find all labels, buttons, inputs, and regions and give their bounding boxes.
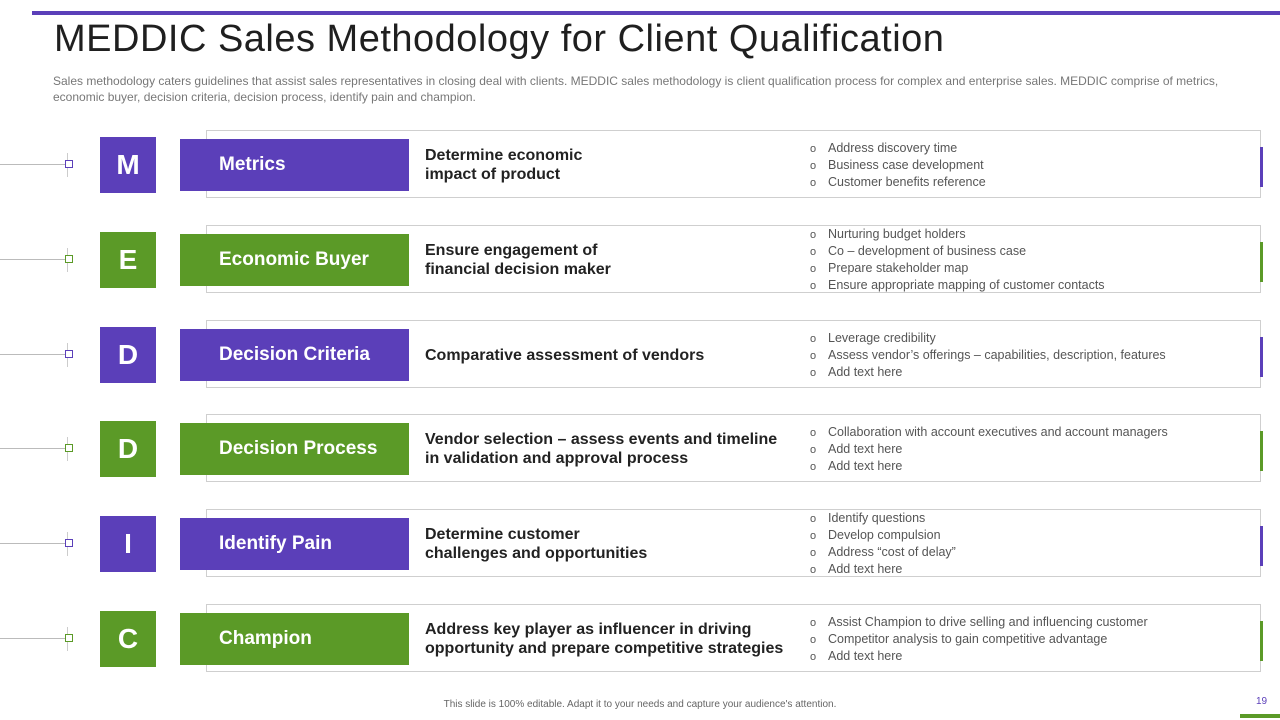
connector-line (0, 543, 66, 544)
stage-label: Metrics (180, 139, 409, 191)
bullet-item: o Nurturing budget holders (810, 226, 1250, 243)
description-line-1: Determine economic (425, 147, 583, 164)
stage-bullets (810, 413, 1250, 485)
box-accent-edge (1260, 242, 1263, 282)
meddic-row (0, 224, 1280, 296)
connector-line (0, 638, 66, 639)
stage-description (425, 224, 795, 296)
description-line-1: Vendor selection – assess events and timeline (425, 431, 778, 448)
letter-tile: I (100, 516, 156, 572)
connector-node (65, 634, 73, 642)
box-accent-edge (1260, 337, 1263, 377)
connector-node (65, 350, 73, 358)
connector-node (65, 255, 73, 263)
bullet-item: o Competitor analysis to gain competitive advantage (810, 631, 1250, 648)
bullet-item: o Ensure appropriate mapping of customer contacts (810, 277, 1250, 294)
footer-note: This slide is 100% editable. Adapt it to your needs and capture your audience's attention. (443, 699, 837, 710)
meddic-row (0, 129, 1280, 201)
bullet-item: o Co – development of business case (810, 243, 1250, 260)
description-line-2: opportunity and prepare competitive strategies (425, 640, 784, 657)
bullet-item: o Add text here (810, 364, 1250, 381)
stage-bullets (810, 129, 1250, 201)
letter-tile: C (100, 611, 156, 667)
page-number: 19 (1256, 696, 1268, 707)
stage-description (425, 603, 795, 675)
connector-line (0, 259, 66, 260)
description-line-2: challenges and opportunities (425, 545, 648, 562)
description-line-2: impact of product (425, 166, 561, 183)
connector-line (0, 448, 66, 449)
bullet-item: o Add text here (810, 648, 1250, 665)
page-number-bar (1240, 714, 1280, 718)
stage-label: Champion (180, 613, 409, 665)
bullet-item: o Address “cost of delay” (810, 544, 1250, 561)
bullet-item: o Add text here (810, 561, 1250, 578)
description-line-1: Comparative assessment of vendors (425, 346, 705, 364)
connector-node (65, 160, 73, 168)
bullet-item: o Leverage credibility (810, 330, 1250, 347)
stage-description (425, 508, 795, 580)
letter-tile: E (100, 232, 156, 288)
box-accent-edge (1260, 431, 1263, 471)
box-accent-edge (1260, 621, 1263, 661)
meddic-row (0, 413, 1280, 485)
stage-bullets (810, 224, 1250, 296)
bullet-item: o Develop compulsion (810, 527, 1250, 544)
stage-bullets (810, 603, 1250, 675)
connector-node (65, 539, 73, 547)
bullet-item: o Business case development (810, 157, 1250, 174)
stage-bullets (810, 508, 1250, 580)
top-accent-bar (32, 11, 1280, 15)
stage-label: Decision Criteria (180, 329, 409, 381)
letter-tile: D (100, 421, 156, 477)
stage-description (425, 129, 795, 201)
bullet-item: o Customer benefits reference (810, 174, 1250, 191)
bullet-item: o Prepare stakeholder map (810, 260, 1250, 277)
slide-subtitle: Sales methodology caters guidelines that assist sales representatives in closing deal with clients. MEDDIC sales methodology is client qualification process for complex and enterprise sales. MEDDIC comprise of metrics, economic buyer, decision criteria, decision process, identify pain and champion. (53, 74, 1219, 104)
meddic-row (0, 603, 1280, 675)
connector-node (65, 444, 73, 452)
stage-description (425, 413, 795, 485)
meddic-row (0, 319, 1280, 391)
bullet-item: o Collaboration with account executives and account managers (810, 424, 1250, 441)
bullet-item: o Add text here (810, 441, 1250, 458)
box-accent-edge (1260, 526, 1263, 566)
connector-line (0, 164, 66, 165)
box-accent-edge (1260, 147, 1263, 187)
stage-label: Economic Buyer (180, 234, 409, 286)
connector-line (0, 354, 66, 355)
description-line-1: Address key player as influencer in driving (425, 621, 752, 638)
bullet-item: o Add text here (810, 458, 1250, 475)
stage-description (425, 319, 795, 391)
bullet-item: o Assist Champion to drive selling and influencing customer (810, 614, 1250, 631)
bullet-item: o Address discovery time (810, 140, 1250, 157)
bullet-item: o Assess vendor’s offerings – capabilities, description, features (810, 347, 1250, 364)
slide-title: MEDDIC Sales Methodology for Client Qualification (54, 18, 945, 60)
description-line-1: Ensure engagement of (425, 242, 598, 259)
bullet-item: o Identify questions (810, 510, 1250, 527)
stage-label: Decision Process (180, 423, 409, 475)
stage-label: Identify Pain (180, 518, 409, 570)
description-line-1: Determine customer (425, 526, 580, 543)
meddic-row (0, 508, 1280, 580)
description-line-2: financial decision maker (425, 261, 611, 278)
stage-bullets (810, 319, 1250, 391)
description-line-2: in validation and approval process (425, 450, 689, 467)
letter-tile: D (100, 327, 156, 383)
letter-tile: M (100, 137, 156, 193)
